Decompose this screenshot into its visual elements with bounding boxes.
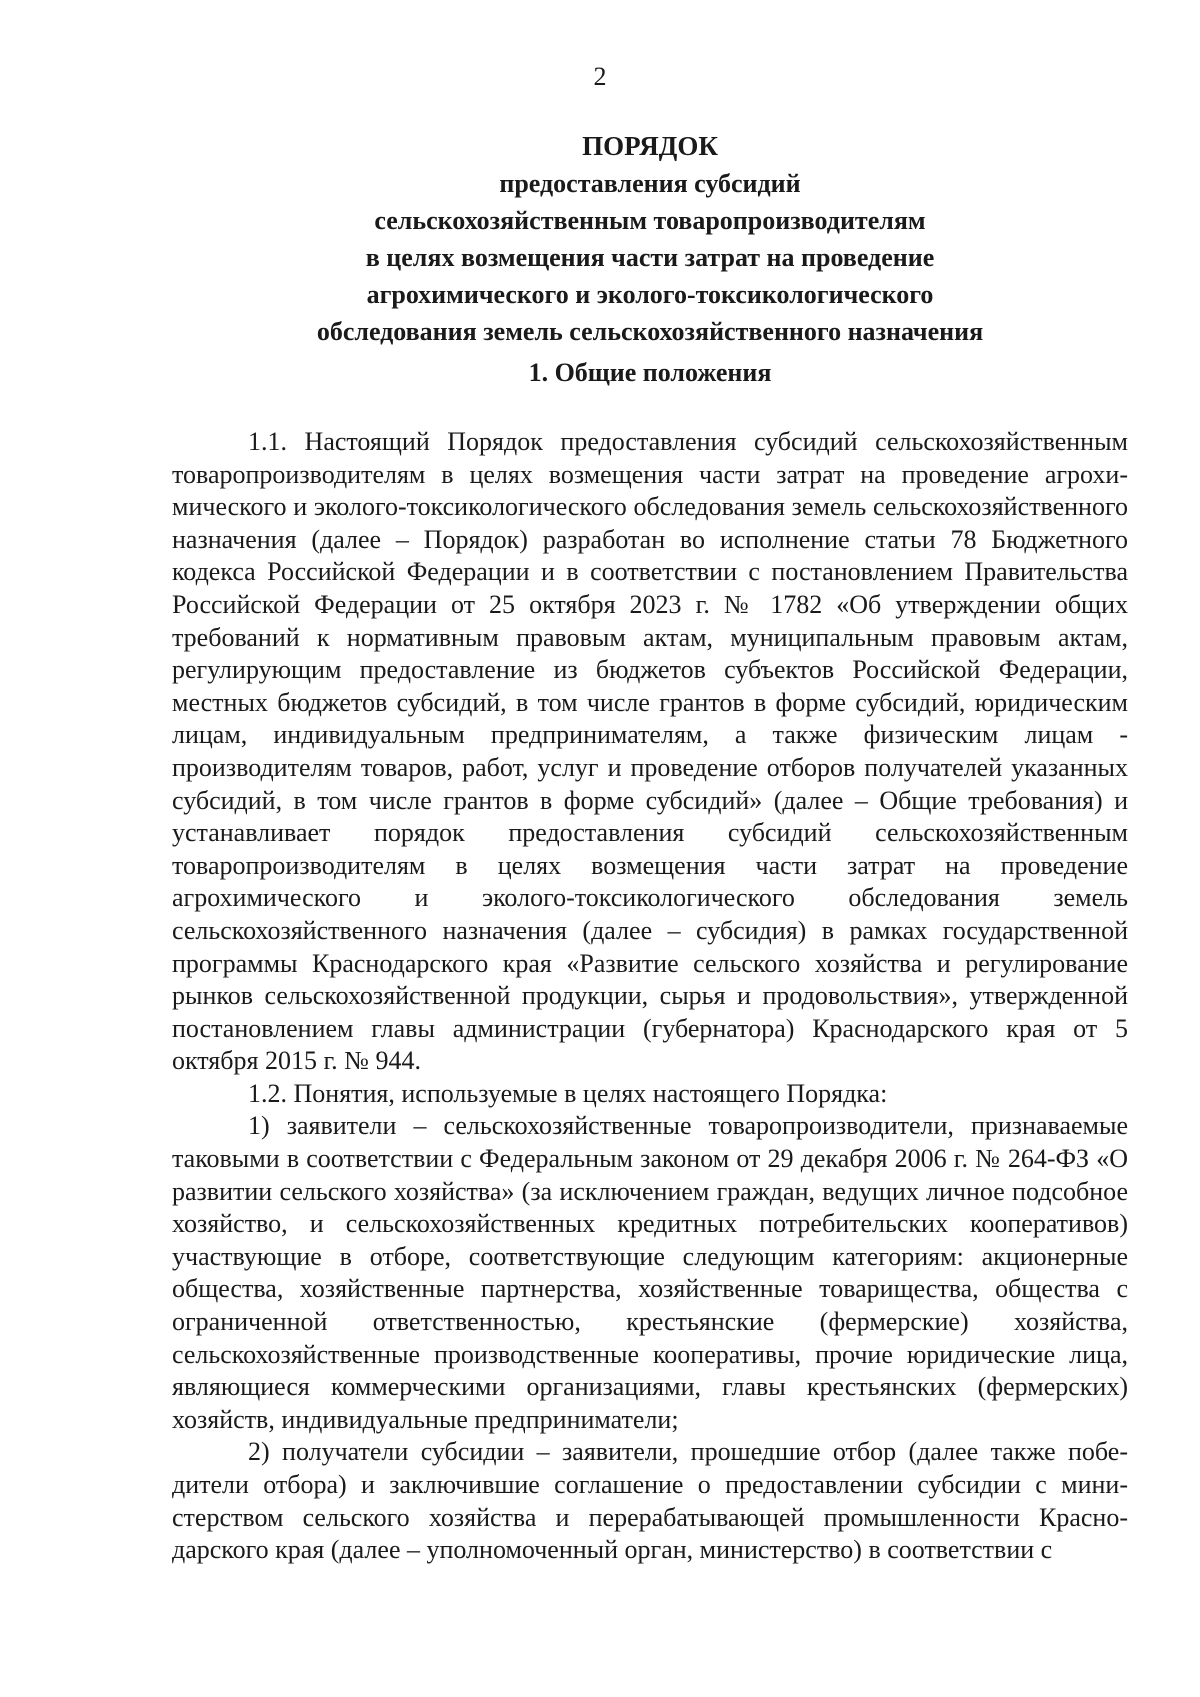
page-number: 2: [593, 62, 607, 91]
title-line: обследования земель сельскохозяйственного назначения: [316, 317, 984, 346]
paragraph-1-2: 1.2. Понятия, используемые в целях настоящего Порядка:: [248, 1078, 888, 1108]
paragraph-item-2: 2) получатели субсидии – заявители, прошедшие отбор (далее также победители отбора) и заключившие соглашение о предоставлении субсидии с министерством сельского хозяйства и перерабатывающей промышленности Краснодарского края (далее – уполномоченный орган, министерство) в соответствии с: [172, 1437, 1128, 1565]
title-main: ПОРЯДОК: [582, 131, 718, 161]
title-line: сельскохозяйственным товаропроизводителям: [374, 206, 926, 235]
paragraph-1-1: 1.1. Настоящий Порядок предоставления субсидий сельскохозяйственным товаропроизводителям в целях возмещения части затрат на проведение агрохимического и эколого-токсикологического обследования земель сельскохозяйственного назначения (далее – Порядок) разработан во исполнение статьи 78 Бюджетного кодекса Российской Федерации и в соответствии с постановлением Правительства Российской Федерации от 25 октября 2023 г. № 1782 «Об утверждении общих требований к нормативным правовым актам, муниципальным правовым актам, регулирующим предоставление из бюджетов субъектов Российской Федерации, местных бюджетов субсидий, в том числе грантов в форме субсидий, юридическим лицам, индивидуальным предпринимателям, а также физическим лицам - производителям товаров, работ, услуг и проведение отборов получателей указанных субсидий, в том числе грантов в форме субсидий» (далее – Общие требования) и устанавливает порядок предоставления субсидий сельскохозяйственным товаропроизводителям в целях возмещения части затрат на проведение агрохимического и эколого-токсикологического обследования земель сельскохозяйственного назначения (далее – субсидия) в рамках государственной программы Краснодарского края «Развитие сельского хозяйства и регулирование рынков сельскохозяйственной продукции, сырья и продовольствия», утвержденной постановлением главы администрации (губернатора) Краснодарского края от 5 октября 2015 г. № 944.: [172, 427, 1128, 1076]
title-line: предоставления субсидий: [499, 169, 801, 198]
title-line: агрохимического и эколого-токсикологического: [366, 280, 934, 309]
title-line: в целях возмещения части затрат на проведение: [365, 243, 935, 272]
section-heading: 1. Общие положения: [528, 358, 772, 387]
body-text: [172, 426, 1128, 1567]
document-title: [150, 128, 1150, 350]
paragraph-item-1: 1) заявители – сельскохозяйственные товаропроизводители, признаваемые таковыми в соответствии с Федеральным законом от 29 декабря 2006 г. № 264-ФЗ «О развитии сельского хозяйства» (за исключением граждан, ведущих личное подсобное хозяйство, и сельскохозяйственных кредитных потребительских кооперативов) участвующие в отборе, соответствующие следующим категориям: акционерные общества, хозяйственные партнерства, хозяйственные товарищества, общества с ограниченной ответственностью, крестьянские (фермерские) хозяйства, сельскохозяйственные производственные кооперативы, прочие юридические лица, являющиеся коммерческими организациями, главы крестьянских (фермерских) хозяйств, индивидуальные предприниматели;: [172, 1111, 1128, 1434]
